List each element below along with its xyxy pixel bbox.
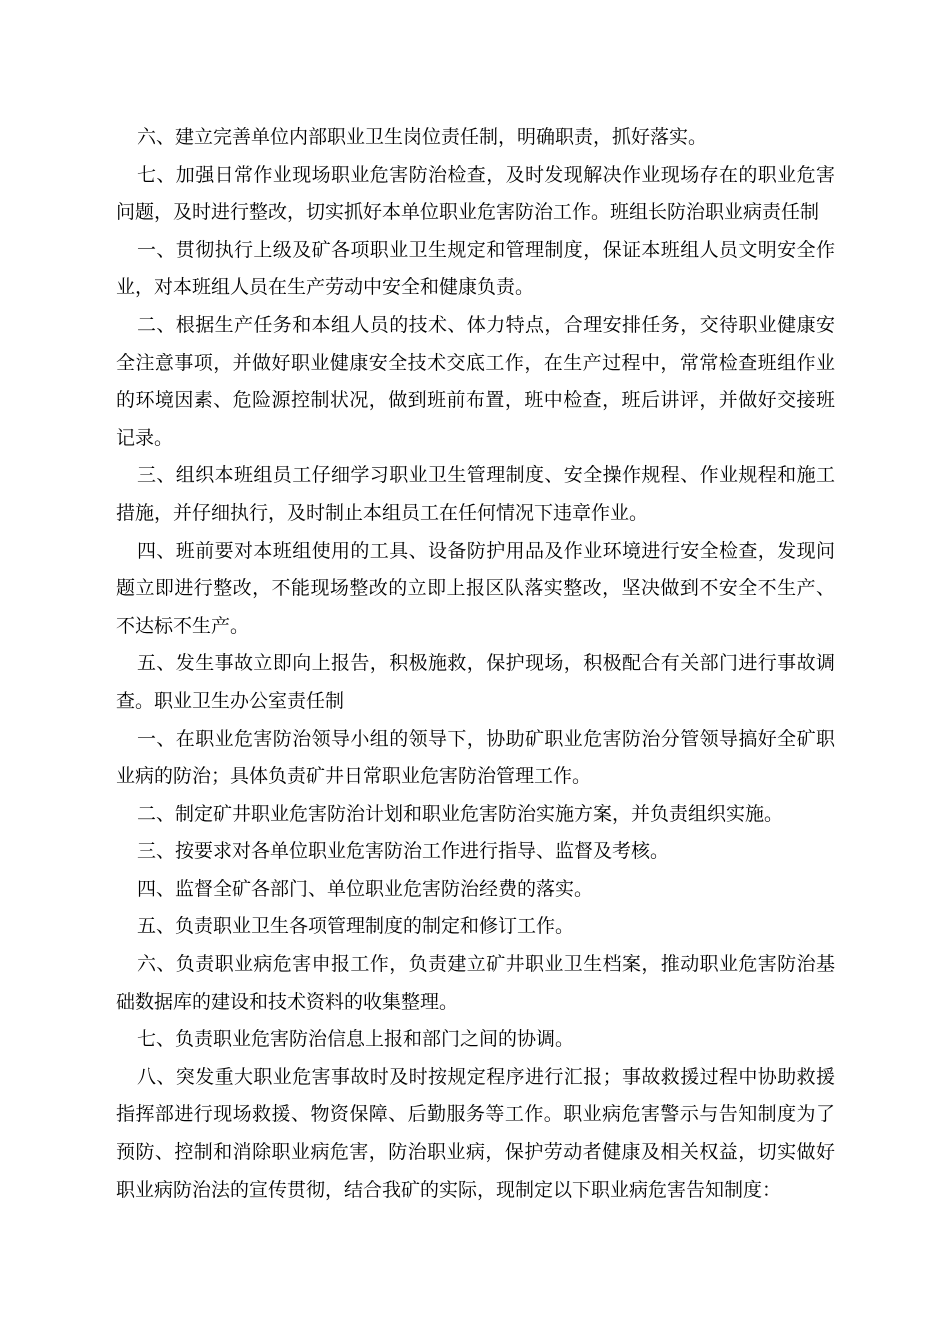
paragraph: 六、负责职业病危害申报工作，负责建立矿井职业卫生档案，推动职业危害防治基础数据库的建设和技术资料的收集整理。 xyxy=(116,953,835,1013)
paragraph: 一、在职业危害防治领导小组的领导下，协助矿职业危害防治分管领导搞好全矿职业病的防治；具体负责矿井日常职业危害防治管理工作。 xyxy=(116,727,835,788)
paragraph: 七、负责职业危害防治信息上报和部门之间的协调。 xyxy=(137,1028,575,1051)
document-page xyxy=(116,119,835,1209)
paragraph: 六、建立完善单位内部职业卫生岗位责任制，明确职责，抓好落实。 xyxy=(137,126,708,148)
paragraph: 二、根据生产任务和本组人员的技术、体力特点，合理安排任务，交待职业健康安全注意事项，并做好职业健康安全技术交底工作，在生产过程中，常常检查班组作业的环境因素、危险源控制状况，做到班前布置，班中检查，班后讲评，并做好交接班记录。 xyxy=(116,313,835,449)
paragraph: 三、按要求对各单位职业危害防治工作进行指导、监督及考核。 xyxy=(137,840,670,863)
paragraph: 四、监督全矿各部门、单位职业危害防治经费的落实。 xyxy=(137,877,594,900)
paragraph: 三、组织本班组员工仔细学习职业卫生管理制度、安全操作规程、作业规程和施工措施，并仔细执行，及时制止本组员工在任何情况下违章作业。 xyxy=(116,464,835,524)
paragraph: 五、发生事故立即向上报告，积极施救，保护现场，积极配合有关部门进行事故调查。职业卫生办公室责任制 xyxy=(116,652,835,712)
paragraph: 五、负责职业卫生各项管理制度的制定和修订工作。 xyxy=(137,915,575,938)
paragraph: 七、加强日常作业现场职业危害防治检查，及时发现解决作业现场存在的职业危害问题，及时进行整改，切实抓好本单位职业危害防治工作。班组长防治职业病责任制 xyxy=(116,163,835,224)
paragraph: 四、班前要对本班组使用的工具、设备防护用品及作业环境进行安全检查，发现问题立即进行整改，不能现场整改的立即上报区队落实整改，坚决做到不安全不生产、不达标不生产。 xyxy=(116,539,835,637)
paragraph: 一、贯彻执行上级及矿各项职业卫生规定和管理制度，保证本班组人员文明安全作业，对本班组人员在生产劳动中安全和健康负责。 xyxy=(116,238,835,299)
paragraph: 八、突发重大职业危害事故时及时按规定程序进行汇报；事故救援过程中协助救援指挥部进行现场救援、物资保障、后勤服务等工作。职业病危害警示与告知制度为了预防、控制和消除职业病危害，防治职业病，保护劳动者健康及相关权益，切实做好职业病防治法的宣传贯彻，结合我矿的实际，现制定以下职业病危害告知制度： xyxy=(116,1065,835,1201)
paragraph: 二、制定矿井职业危害防治计划和职业危害防治实施方案，并负责组织实施。 xyxy=(137,802,784,825)
